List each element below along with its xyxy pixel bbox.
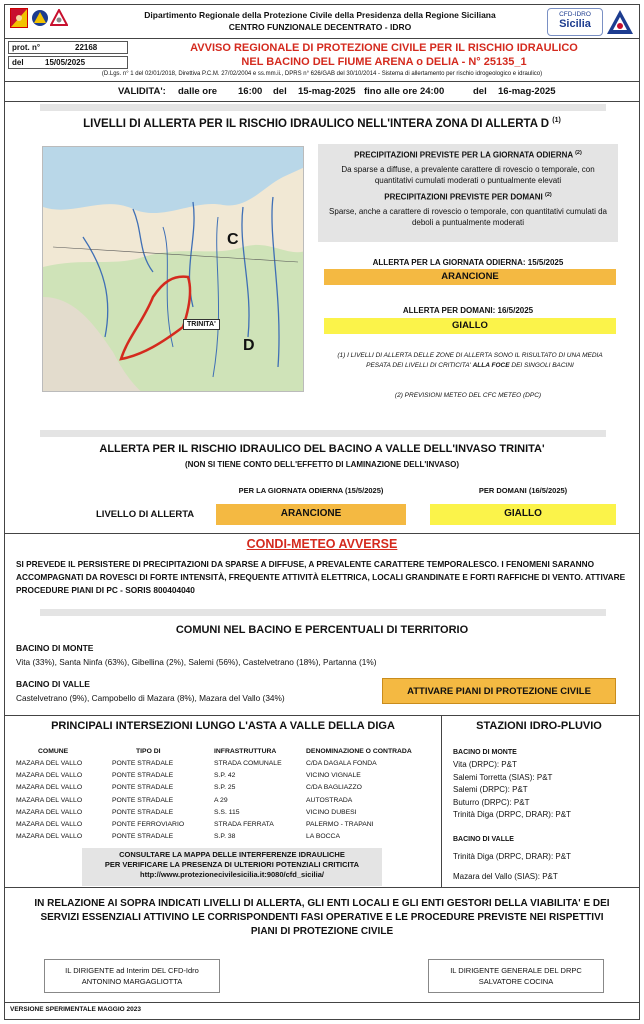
table-cell: MAZARA DEL VALLO: [16, 833, 83, 841]
monte-title: BACINO DI MONTE: [16, 643, 94, 653]
table-row: [16, 797, 436, 809]
valle-title: BACINO DI VALLE: [16, 679, 90, 689]
table-cell: PONTE STRADALE: [112, 784, 174, 792]
header-tipo: TIPO DI: [136, 748, 161, 755]
allerta-oggi-badge: ARANCIONE: [324, 269, 616, 285]
livelli-grey-band: [40, 104, 606, 111]
bacino-dom-badge: GIALLO: [430, 504, 616, 525]
col-dom-header: PER DOMANI (16/5/2025): [478, 486, 568, 495]
trinita-label: TRINITA': [183, 319, 220, 330]
final-text: IN RELAZIONE AI SOPRA INDICATI LIVELLI DI ALLERTA, GLI ENTI LOCALI E GLI ENTI GESTORI DELLA VIABILITA' E DEI SERVIZI ESSENZIALI ATTIVINO LE CORRISPONDENTI FASI OPERATIVE E LE PROCEDURE PREVISTE NEI RISPETTIVI PIANI DI PROTEZIONE CIVILE: [34, 898, 610, 937]
table-cell: PONTE FERROVIARIO: [112, 820, 185, 828]
avviso-title-2: NEL BACINO DEL FIUME ARENA o DELIA - N° 25135_1: [241, 56, 527, 68]
table-row: [16, 772, 436, 784]
table-cell: C/DA DAGALA FONDA: [306, 760, 377, 767]
table-row: [16, 821, 436, 833]
zone-c-label: C: [227, 231, 239, 248]
table-cell: PONTE STRADALE: [112, 808, 174, 816]
allerta-dom-label: ALLERTA PER DOMANI: 16/5/2025: [402, 306, 534, 315]
livelli-title: LIVELLI DI ALLERTA PER IL RISCHIO IDRAULICO NELL'INTERA ZONA DI ALLERTA D $^{(1)}$: [83, 117, 561, 130]
legal-ref: (D.Lgs. n° 1 del 02/01/2018, Direttiva P.C.M. 27/02/2004 e ss.mm.ii., DPRS n° 626/GAB del 30/10/2014 - Sistema di allertamento per rischio idrogeologico e idraulico): [101, 71, 543, 77]
intersezioni-table: [16, 760, 436, 845]
stazioni-monte-list: [453, 760, 633, 823]
stazioni-title: STAZIONI IDRO-PLUVIO: [476, 720, 602, 732]
table-cell: LA BOCCA: [306, 833, 340, 841]
table-cell: PONTE STRADALE: [112, 833, 174, 841]
prec-oggi-text: Da sparse a diffuse, a prevalente carattere di rovescio o temporale, con quantitativi cumulati moderati o puntualmente elevati: [341, 165, 595, 185]
triangle-logo: [606, 8, 634, 36]
table-row: [16, 833, 436, 845]
table-cell: S.P. 38: [214, 833, 236, 841]
livello-row-label: LIVELLO DI ALLERTA: [96, 509, 195, 520]
allerta-dom-badge: GIALLO: [324, 318, 616, 334]
table-row: [16, 784, 436, 796]
header-comune: COMUNE: [38, 748, 69, 755]
version-label: VERSIONE SPERIMENTALE MAGGIO 2023: [10, 1006, 141, 1013]
comuni-grey-band: [40, 609, 606, 616]
signature-box-drpc: IL DIRIGENTE GENERALE DEL DRPC SALVATORE COCINA: [428, 959, 604, 993]
table-cell: MAZARA DEL VALLO: [16, 784, 83, 792]
signature-box-cfd: IL DIRIGENTE ad Interim DEL CFD-Idro ANTONINO MARGAGLIOTTA: [44, 959, 220, 993]
note-1: (1) I LIVELLI DI ALLERTA DELLE ZONE DI ALLERTA SONO IL RISULTATO DI UNA MEDIA PESATA DEI LIVELLI DI CRITICITA' ALLA FOCE DEI SINGOLI BACINI: [337, 352, 603, 369]
table-cell: VICINO VIGNALE: [306, 772, 361, 780]
prec-dom-text: Sparse, anche a carattere di rovescio o temporale, con quantitativi cumulati da deboli a puntualmente moderati: [329, 207, 607, 227]
valle-text: Castelvetrano (9%), Campobello di Mazara (8%), Mazara del Vallo (34%): [16, 693, 285, 703]
stazione-valle-item: Mazara del Vallo (SIAS): P&T: [453, 872, 558, 881]
table-row: [16, 809, 436, 821]
zone-d-label: D: [243, 337, 255, 354]
header-denominazione: DENOMINAZIONE O CONTRADA: [306, 748, 412, 755]
dept-title: Dipartimento Regionale della Protezione Civile della Presidenza della Regione Siciliana: [144, 10, 496, 20]
table-cell: STRADA COMUNALE: [214, 760, 282, 767]
table-cell: MAZARA DEL VALLO: [16, 820, 83, 828]
stazione-monte-item: Salemi Torretta (SIAS): P&T: [453, 772, 553, 782]
note-2: (2) PREVISIONI METEO DEL CFC METEO (DPC): [394, 392, 542, 399]
table-row: [16, 760, 436, 772]
prot-box: prot. n° 22168: [8, 41, 128, 54]
table-cell: MAZARA DEL VALLO: [16, 796, 83, 804]
header-infra: INFRASTRUTTURA: [214, 748, 277, 755]
cfd-idro-logo: CFD-IDRO Sicilia: [547, 8, 603, 36]
table-cell: S.P. 42: [214, 772, 236, 780]
stazioni-monte-title: BACINO DI MONTE: [453, 749, 517, 756]
table-cell: S.S. 115: [214, 808, 240, 816]
intersezioni-title: PRINCIPALI INTERSEZIONI LUNGO L'ASTA A VALLE DELLA DIGA: [51, 720, 395, 732]
monte-text: Vita (33%), Santa Ninfa (63%), Gibellina (2%), Salemi (56%), Castelvetrano (18%), Partanna (1%): [16, 657, 377, 667]
precipitation-box: PRECIPITAZIONI PREVISTE PER LA GIORNATA ODIERNA $^{(2)}$ Da sparse a diffuse, a prevalente carattere di rovescio o temporale, con quantitativi cumulati moderati o puntualmente elevati PRECIPITAZIONI PREVISTE PER DOMANI $^{(2)}$ Sparse, anche a carattere di rovescio o temporale, con quantitativi cumulati da deboli a puntualmente moderati: [318, 144, 618, 242]
table-cell: MAZARA DEL VALLO: [16, 772, 83, 780]
allerta-oggi-label: ALLERTA PER LA GIORNATA ODIERNA: 15/5/2025: [372, 258, 564, 267]
stazione-monte-item: Trinità Diga (DRPC, DRAR): P&T: [453, 810, 571, 819]
stazione-monte-item: Vita (DRPC): P&T: [453, 760, 517, 769]
table-cell: C/DA BAGLIAZZO: [306, 784, 362, 792]
table-cell: PONTE STRADALE: [112, 760, 174, 767]
bacino-grey-band: [40, 430, 606, 437]
comuni-title: COMUNI NEL BACINO E PERCENTUALI DI TERRITORIO: [175, 624, 469, 636]
bacino-subtitle: (NON SI TIENE CONTO DELL'EFFETTO DI LAMINAZIONE DELL'INVASO): [184, 460, 460, 469]
stazione-monte-item: Salemi (DRPC): P&T: [453, 785, 528, 794]
date-box: del 15/05/2025: [8, 56, 128, 69]
centro-title: CENTRO FUNZIONALE DECENTRATO - IDRO: [228, 22, 412, 32]
table-cell: STRADA FERRATA: [214, 820, 274, 828]
table-cell: VICINO DUBESI: [306, 808, 357, 816]
validity-bar: VALIDITA': dalle ore 16:00 del 15-mag-2025 fino alle ore 24:00 del 16-mag-2025: [118, 86, 556, 97]
table-cell: PONTE STRADALE: [112, 796, 174, 804]
stazioni-valle-title: BACINO DI VALLE: [453, 836, 514, 843]
mappa-note-box: CONSULTARE LA MAPPA DELLE INTERFERENZE IDRAULICHE PER VERIFICARE LA PRESENZA DI ULTERIORI POTENZIALI CRITICITA http://www.protezionecivilesicilia.it:9080/cfd_sicilia/: [82, 848, 382, 886]
stazione-valle-item: Trinità Diga (DRPC, DRAR): P&T: [453, 852, 571, 861]
bacino-oggi-badge: ARANCIONE: [216, 504, 406, 525]
table-cell: S.P. 25: [214, 784, 236, 792]
table-cell: MAZARA DEL VALLO: [16, 808, 83, 816]
sicilia-flag-logo: [10, 8, 28, 28]
emblem-logo: [50, 9, 68, 27]
zone-map: [42, 146, 304, 392]
table-cell: MAZARA DEL VALLO: [16, 760, 83, 767]
attivare-button: ATTIVARE PIANI DI PROTEZIONE CIVILE: [382, 678, 616, 704]
avviso-title-1: AVVISO REGIONALE DI PROTEZIONE CIVILE PER IL RISCHIO IDRAULICO: [190, 42, 578, 54]
bacino-title: ALLERTA PER IL RISCHIO IDRAULICO DEL BACINO A VALLE DELL'INVASO TRINITA': [99, 443, 545, 455]
table-cell: AUTOSTRADA: [306, 796, 353, 804]
table-cell: PALERMO - TRAPANI: [306, 820, 374, 828]
interferenze-link[interactable]: http://www.protezionecivilesicilia.it:9080/cfd_sicilia/: [140, 870, 324, 879]
civil-protection-logo: [31, 9, 49, 27]
meteo-text: SI PREVEDE IL PERSISTERE DI PRECIPITAZIONI DA SPARSE A DIFFUSE, A PREVALENTE CARATTERE TEMPORALESCO. I FENOMENI SARANNO ACCOMPAGNATI DA ROVESCI DI FORTE INTENSITÀ, FREQUENTE ATTIVITÀ ELETTRICA, LOCALI GRANDINATE E FORTI RAFFICHE DI VENTO. ATTIVARE PROCEDURE PIANI DI PC - SORIS 800404040: [16, 559, 626, 595]
stazione-monte-item: Buturro (DRPC): P&T: [453, 797, 530, 807]
table-cell: PONTE STRADALE: [112, 772, 174, 780]
table-cell: A 29: [214, 796, 228, 804]
meteo-title: CONDI-METEO AVVERSE: [246, 537, 398, 551]
col-oggi-header: PER LA GIORNATA ODIERNA (15/5/2025): [238, 486, 384, 495]
